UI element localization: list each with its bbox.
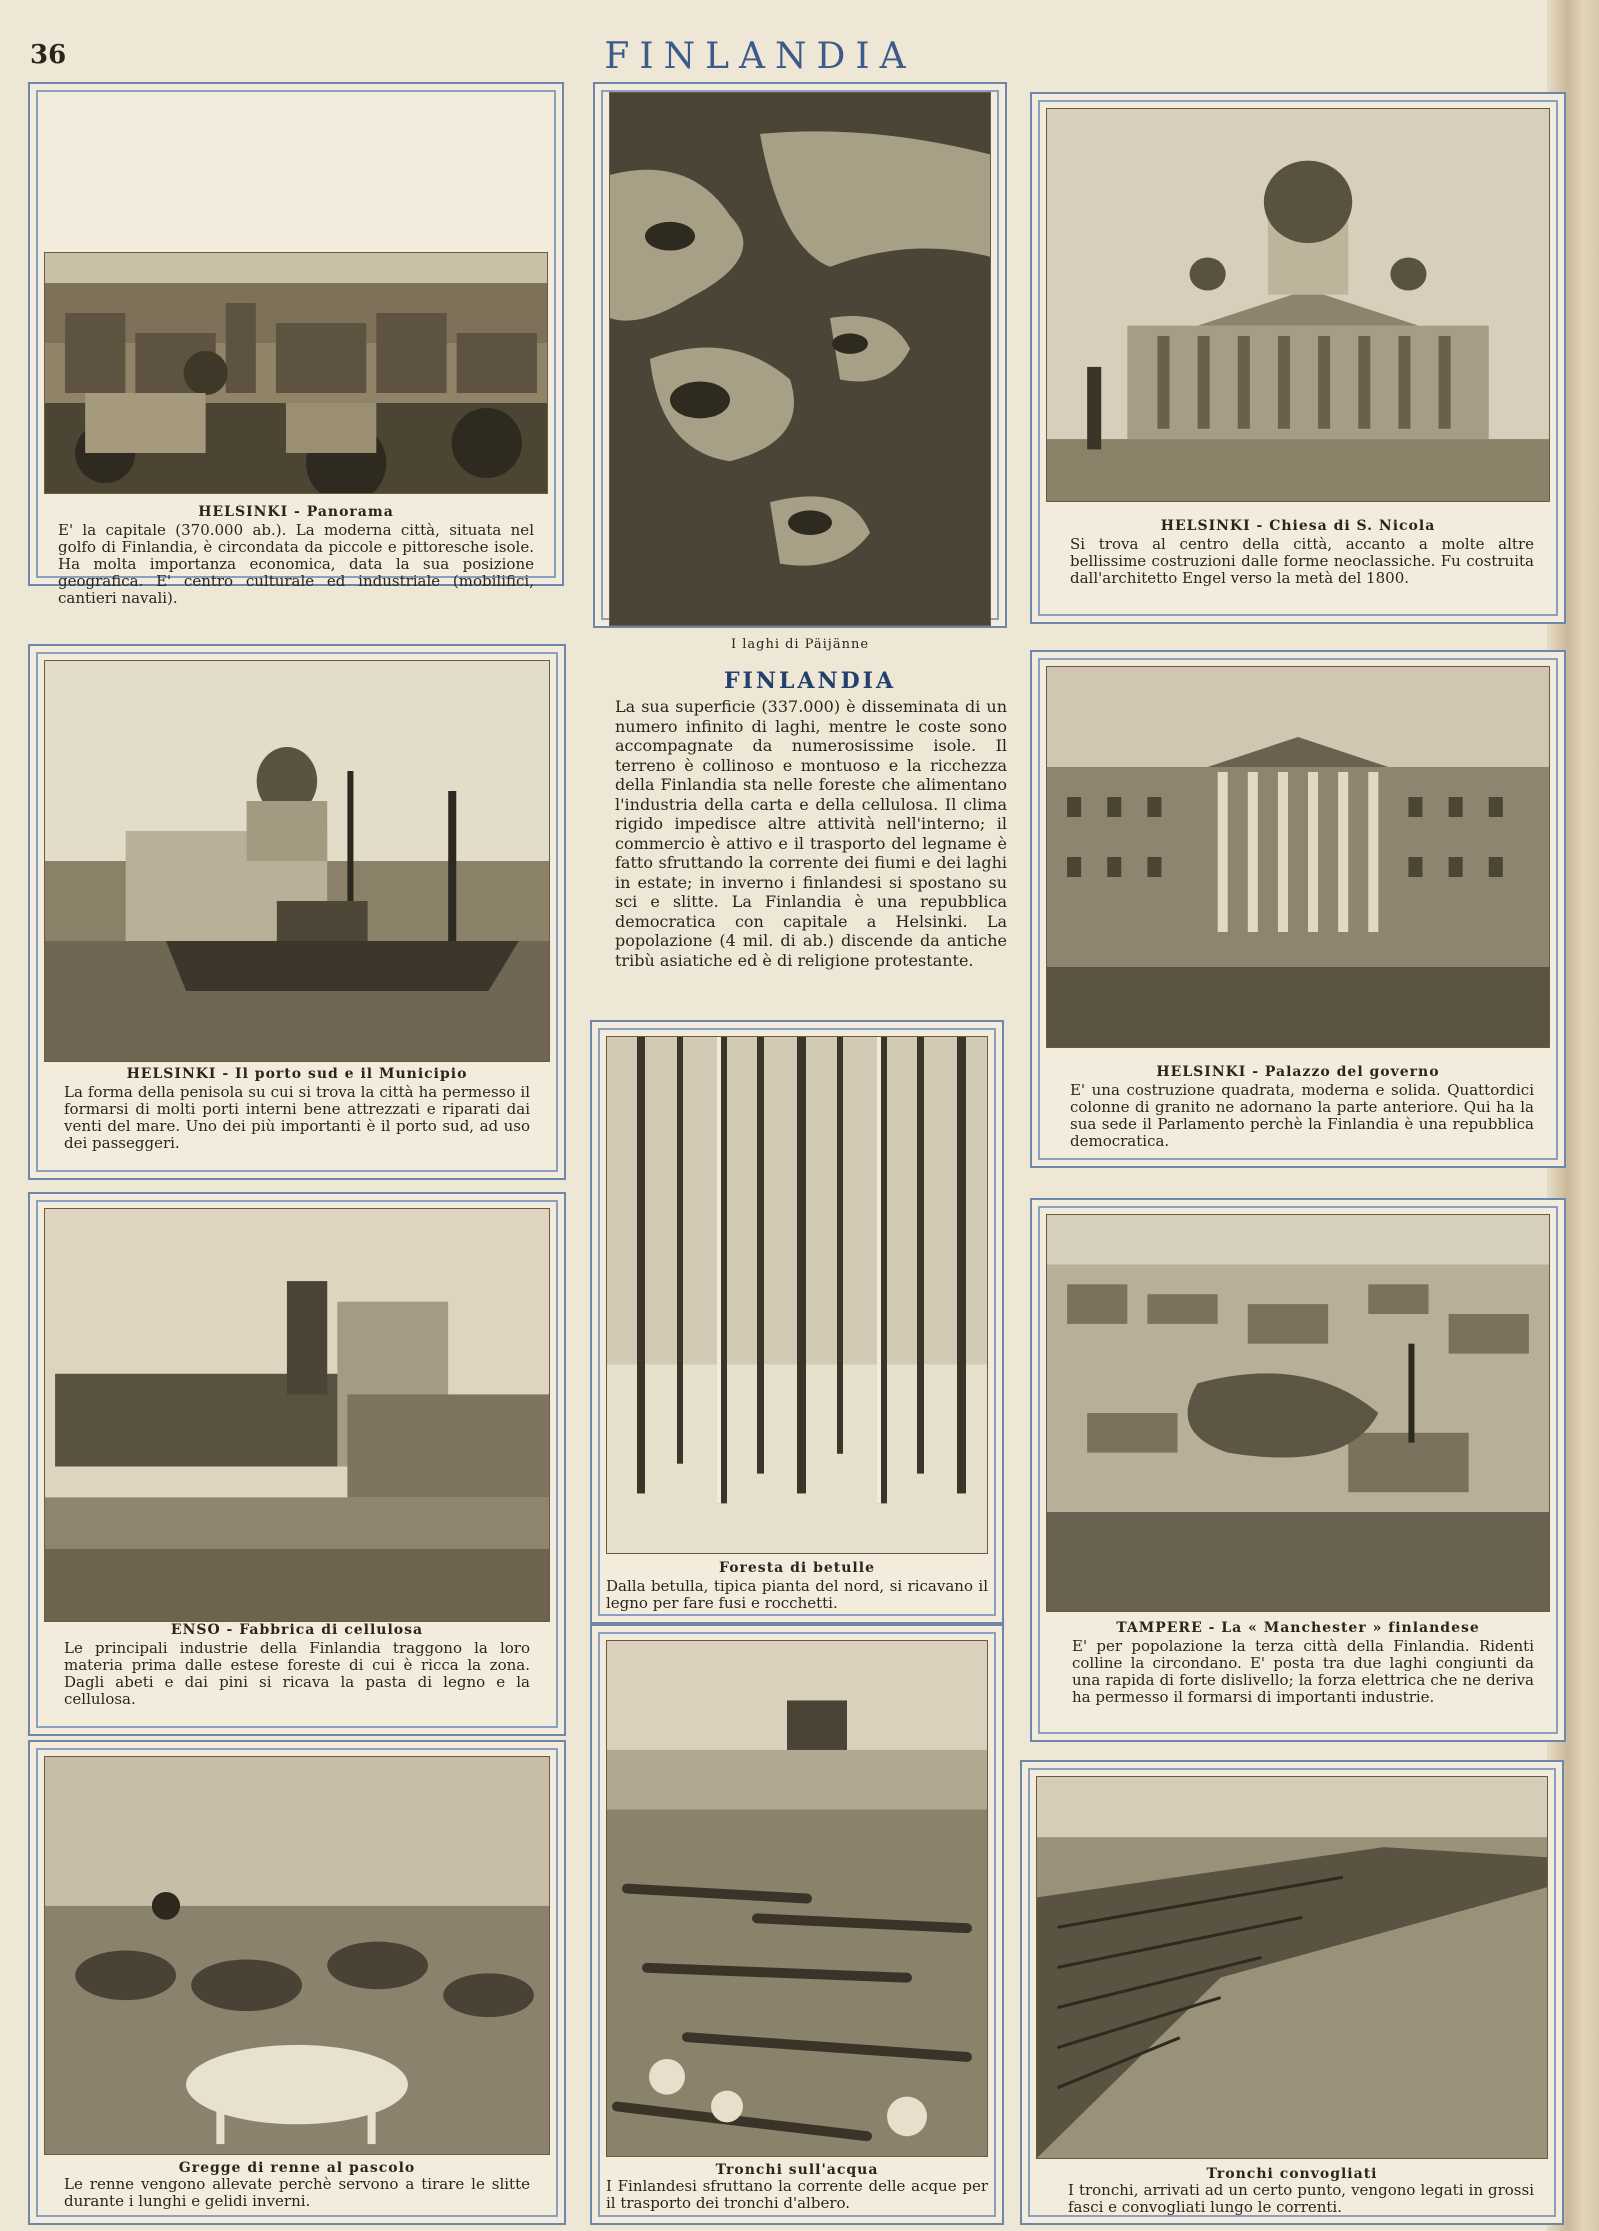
caption-title: HELSINKI - Chiesa di S. Nicola: [1160, 518, 1436, 534]
photo-chiesa-san-nicola: [1046, 108, 1550, 502]
photo-enso-fabbrica: [44, 1208, 550, 1622]
page-title: FINLANDIA: [604, 36, 916, 77]
photo-foresta-betulle: [606, 1036, 988, 1554]
caption-text: Le principali industrie della Finlandia traggono la loro materia prima dalle estese foreste di cui è ricca la zona. Dagli abeti e dai pini si ricava la pasta di legno e la cellulosa.: [64, 1639, 530, 1708]
photo-helsinki-panorama: [44, 252, 548, 494]
photo-palazzo-governo: [1046, 666, 1550, 1048]
caption-title: HELSINKI - Panorama: [198, 504, 394, 520]
caption-title: Tronchi convogliati: [1206, 2166, 1378, 2182]
caption-title: HELSINKI - Il porto sud e il Municipio: [126, 1066, 468, 1082]
page-number: 36: [30, 40, 67, 70]
intro-text: La sua superficie (337.000) è disseminata di un numero infinito di laghi, mentre le coste sono accompagnate da numerosissime isole. Il terreno è collinoso e montuoso e la ricchezza della Finlandia sta nelle foreste che alimentano l'industria della carta e della cellulosa. Il clima rigido impedisce altre attività nell'interno; il commercio è attivo e il trasporto del legname è fatto sfruttando la corrente dei fiumi e dei laghi in estate; in inverno i finlandesi si spostano su sci e slitte. La Finlandia è una repubblica democratica con capitale a Helsinki. La popolazione (4 mil. di ab.) discende da antiche tribù asiatiche ed è di religione protestante.: [615, 697, 1007, 970]
photo-card-laghi: [593, 82, 1007, 652]
caption-text: Si trova al centro della città, accanto a molte altre bellissime costruzioni dalle forme neoclassiche. Fu costruita dall'architetto Engel verso la metà del 1800.: [1070, 535, 1534, 587]
photo-porto-sud: [44, 660, 550, 1062]
caption-text: E' per popolazione la terza città della Finlandia. Ridenti colline la circondano. E' posta tra due laghi congiunti da una rapida di forte dislivello; la forza elettrica che ne deriva ha permesso il formarsi di importanti industrie.: [1072, 1637, 1534, 1706]
caption-text: La forma della penisola su cui si trova la città ha permesso il formarsi di molti porti interni bene attrezzati e riparati dai venti del mare. Uno dei più importanti è il porto sud, ad uso dei passeggeri.: [64, 1083, 530, 1152]
photo-card-palazzo: [1030, 650, 1566, 1168]
photo-laghi-paijanne: [609, 92, 991, 626]
caption-text: Le renne vengono allevate perchè servono a tirare le slitte durante i lunghi e gelidi inverni.: [64, 2175, 530, 2210]
caption-title: I laghi di Päijänne: [730, 637, 870, 652]
caption-text: E' la capitale (370.000 ab.). La moderna città, situata nel golfo di Finlandia, è circondata da piccole e pittoresche isole. Ha molta importanza economica, data la sua posizione geografica. E' centro culturale ed industriale (mobilifici, cantieri navali).: [58, 521, 534, 607]
photo-card-renne: [28, 1740, 566, 2225]
photo-card-foresta: [590, 1020, 1004, 1624]
caption-text: E' una costruzione quadrata, moderna e solida. Quattordici colonne di granito ne adornano la parte anteriore. Qui ha la sua sede il Parlamento perchè la Finlandia è una repubblica democratica.: [1070, 1081, 1534, 1150]
photo-card-tampere: [1030, 1198, 1566, 1742]
photo-renne: [44, 1756, 550, 2155]
photo-card-enso: [28, 1192, 566, 1736]
caption-title: HELSINKI - Palazzo del governo: [1156, 1064, 1440, 1080]
photo-tronchi-acqua: [606, 1640, 988, 2157]
photo-tampere: [1046, 1214, 1550, 1612]
photo-card-panorama: [28, 82, 564, 607]
caption-title: ENSO - Fabbrica di cellulosa: [170, 1622, 424, 1638]
caption-title: Foresta di betulle: [719, 1560, 875, 1576]
caption-title: Tronchi sull'acqua: [715, 2162, 879, 2178]
photo-tronchi-convogliati: [1036, 1776, 1548, 2159]
photo-card-porto: [28, 644, 566, 1180]
caption-text: Dalla betulla, tipica pianta del nord, si ricavano il legno per fare fusi e rocchetti.: [606, 1577, 988, 1612]
caption-text: I tronchi, arrivati ad un certo punto, vengono legati in grossi fasci e convogliati lungo le correnti.: [1068, 2181, 1534, 2216]
caption-title: Gregge di renne al pascolo: [178, 2160, 416, 2176]
photo-card-tronchi-convogliati: [1020, 1760, 1564, 2225]
intro-title: FINLANDIA: [723, 668, 897, 694]
photo-card-chiesa: [1030, 92, 1566, 624]
caption-title: TAMPERE - La « Manchester » finlandese: [1116, 1620, 1480, 1636]
caption-text: I Finlandesi sfruttano la corrente delle acque per il trasporto dei tronchi d'albero.: [606, 2177, 988, 2212]
photo-card-tronchi-acqua: [590, 1624, 1004, 2225]
